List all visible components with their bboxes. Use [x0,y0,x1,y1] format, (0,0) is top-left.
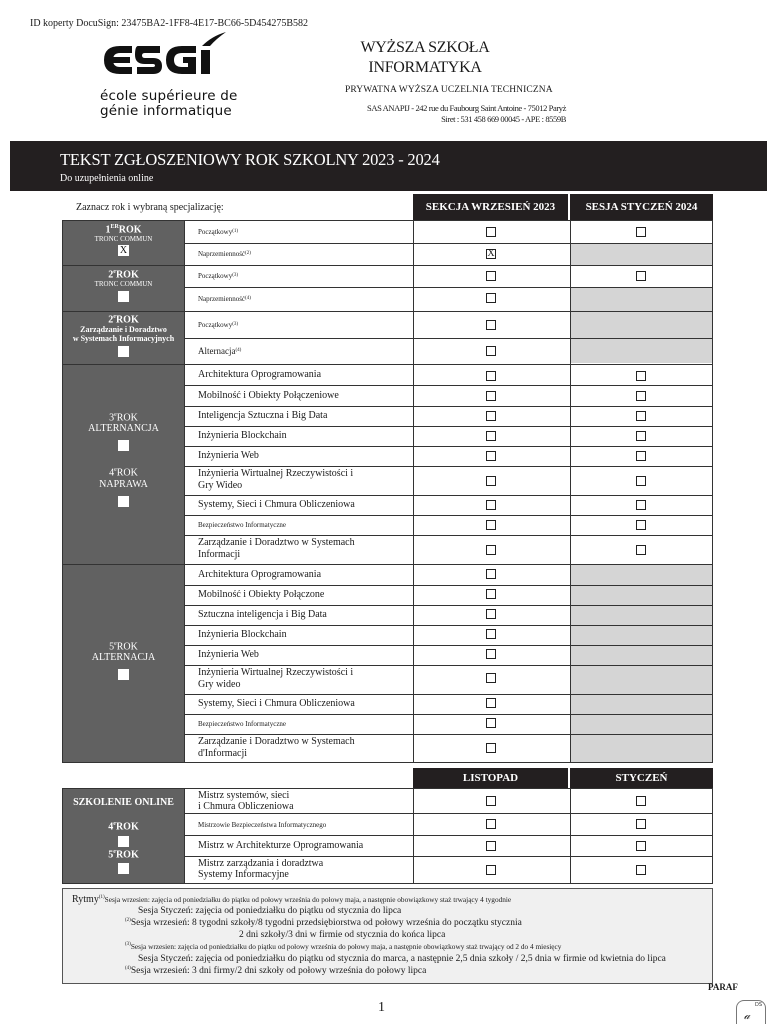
row-divider [62,564,713,565]
checkbox-january[interactable] [636,431,646,441]
row-divider [184,466,713,467]
online-row-label: Mistrz w Architekturze Oprogramowania [198,840,364,851]
checkbox-january[interactable] [636,371,646,381]
row-divider [184,835,713,836]
checkbox-january[interactable] [636,500,646,510]
year3-checkbox[interactable] [118,440,129,451]
note-1a: Rytmy$^{(1)}$Sesja wrzesien: zajęcia od poniedziałku do piątku od połowy września do połowy maja, a następnie obowiązkowy staż trwający 4 tygodnie [72,894,512,905]
checkbox-january[interactable] [636,411,646,421]
checkbox-september[interactable] [486,649,496,659]
form-title: TEKST ZGŁOSZENIOWY ROK SZKOLNY 2023 - 2024 [60,150,440,169]
spec-label: Sztuczna inteligencja i Big Data [198,609,327,620]
checkbox-january[interactable] [636,545,646,555]
note-4a: $^{(4)}$Sesja wrzesień: 3 dni firmy/2 dni szkoły od połowy września do połowy lipca [125,966,427,977]
spec-label: Inżynieria Web [198,450,259,461]
row-divider [184,605,713,606]
checkbox-january[interactable] [636,227,646,237]
spec-label: Inżynieria Blockchain [198,629,287,640]
logo-line2: génie informatique [100,103,232,119]
spec-label: Bezpieczeństwo Informatyczne [198,521,287,529]
row-divider [184,625,713,626]
header-september-2023: SEKCJA WRZESIEŃ 2023 [413,194,568,220]
row-divider [184,338,713,339]
year4-sub: NAPRAWA [99,478,148,490]
online-year4-title: 4eROK [108,821,139,833]
row-label: Naprzemienność (2) [198,250,251,258]
online-year5-checkbox[interactable] [118,863,129,874]
row-divider [184,813,713,814]
checkbox-september[interactable] [486,293,496,303]
year4-checkbox[interactable] [118,496,129,507]
checkbox-september[interactable] [486,371,496,381]
school-address [360,103,566,125]
spec-label: Mobilność i Obiekty Połączeniowe [198,390,339,401]
checkbox-september[interactable] [486,609,496,619]
row-divider [184,515,713,516]
checkbox-listopad[interactable] [486,796,496,806]
checkbox-september[interactable] [486,698,496,708]
note-2b: 2 dni szkoły/3 dni w firmie od stycznia do końca lipca [239,930,446,940]
ds-badge: DS [754,1002,762,1008]
row-divider [184,645,713,646]
row-label: Alternacja (4) [198,346,242,356]
instruction: Zaznacz rok i wybraną specjalizację: [76,202,224,213]
row-divider [184,856,713,857]
logo-tagline [100,89,240,119]
checkbox-september[interactable] [486,673,496,683]
year2-cell [63,266,184,311]
divider [413,788,414,884]
spec-label: Inżynieria Wirtualnej Rzeczywistości i Gry Wideo [198,468,354,491]
header-styczen: STYCZEŃ [570,768,713,788]
spec-label: Bezpieczeństwo Informatyczne [198,720,287,728]
divider [570,788,571,884]
row-divider [184,287,713,288]
year2b-sub1: Zarządzanie i Doradztwo [80,325,167,335]
checkbox-listopad[interactable] [486,865,496,875]
form-subtitle: Do uzupełnienia online [60,173,154,184]
year5-title: 5eROK [109,641,138,653]
spec-label: Architektura Oprogramowania [198,569,322,580]
header-january-2024: SESJA STYCZEŃ 2024 [570,194,713,220]
note-3b: Sesja Styczeń: zajęcia od poniedziałku do piątku od stycznia do marca, a następnie 2,5 dnia szkoły / 2,5 dnia w firmie od kwietnia do lipca [138,954,666,964]
checkbox-january[interactable] [636,271,646,281]
checkbox-september[interactable] [486,320,496,330]
year3-sub: ALTERNANCJA [88,423,159,435]
row-divider [184,714,713,715]
school-name-line2: INFORMATYKA [368,59,482,76]
checkbox-styczen[interactable] [636,796,646,806]
checkbox-september[interactable] [486,520,496,530]
year5-cell [63,565,184,762]
checkbox-september[interactable] [486,569,496,579]
school-name [355,38,495,78]
checkbox-january[interactable] [636,451,646,461]
checkbox-september[interactable] [486,718,496,728]
row-divider [184,446,713,447]
checkbox-styczen[interactable] [636,865,646,875]
row-label: Początkowy (3) [198,272,239,280]
checkbox-listopad[interactable] [486,819,496,829]
year2-checkbox[interactable] [118,291,129,302]
year4-title: 4eROK [109,467,138,479]
checkbox-september[interactable] [486,271,496,281]
header-listopad: LISTOPAD [413,768,568,788]
unavailable-cell [571,287,712,363]
checkbox-september[interactable] [486,411,496,421]
row-divider [184,385,713,386]
row-divider [184,694,713,695]
year1-title: 1ERROK [105,224,142,236]
row-divider [184,665,713,666]
spec-label: Systemy, Sieci i Chmura Obliczeniowa [198,698,355,709]
checkbox-january[interactable] [636,391,646,401]
esgi-wordmark-icon [100,30,232,85]
checkbox-september[interactable] [486,500,496,510]
online-row-label: Mistrz zarządzania i doradztwa Systemy Informacyjne [198,858,324,880]
checkbox-september[interactable] [486,545,496,555]
spec-label: Architektura Oprogramowania [198,369,322,380]
checkbox-september[interactable] [486,227,496,237]
spec-label: Mobilność i Obiekty Połączone [198,589,325,600]
checkbox-september[interactable] [486,743,496,753]
docusign-initial-box[interactable] [736,1000,766,1024]
spec-label: Inżynieria Wirtualnej Rzeczywistości i Gry wideo [198,667,354,690]
note-1b: Sesja Styczeń: zajęcia od poniedziałku do piątku od stycznia do lipca [138,906,402,916]
checkbox-styczen[interactable] [636,841,646,851]
checkbox-september[interactable] [486,476,496,486]
address-line1: SAS ANAPIJ - 242 rue du Faubourg Saint Antoine - 75012 Paryż [367,103,566,113]
year5-sub: ALTERNACJA [91,652,156,664]
year2-sub: TRONC COMMUN [94,280,153,289]
year3-4-cell [63,365,184,564]
year1-cell [63,221,184,265]
note-2a: $^{(2)}$Sesja wrzesień: 8 tygodni szkoły/8 tygodni przedsiębiorstwa od połowy września do początku stycznia [125,918,522,929]
online-year5-title: 5eROK [108,849,139,861]
year1-checkbox[interactable]: X [119,244,128,256]
spec-label: Zarządzanie i Doradztwo w Systemach d'Informacji [198,736,355,759]
row-divider [62,265,713,266]
year2b-cell [63,312,184,364]
unavailable-cell [571,243,712,265]
checkbox-september[interactable] [486,391,496,401]
spec-label: Inteligencja Sztuczna i Big Data [198,410,328,421]
row-divider [62,364,713,365]
esgi-logo [100,30,240,119]
spec-label: Zarządzanie i Doradztwo w Systemach Informacji [198,537,355,560]
checkbox-september[interactable] [486,346,496,356]
online-row-label: Mistrzowie Bezpieczeństwa Informatycznego [198,820,327,829]
paraf-label: PARAF [708,982,738,992]
row-label: Początkowy (1) [198,228,239,236]
checkbox-january[interactable] [636,476,646,486]
row-divider [184,535,713,536]
row-label: Naprzemienność (4) [198,294,251,303]
spec-label: Systemy, Sieci i Chmura Obliczeniowa [198,499,355,510]
checkbox-september[interactable]: X [487,248,495,259]
row-divider [184,406,713,407]
checkbox-september[interactable] [486,451,496,461]
checkbox-september[interactable] [486,589,496,599]
school-subtitle: PRYWATNA WYŻSZA UCZELNIA TECHNICZNA [345,85,553,95]
school-name-line1: WYŻSZA SZKOŁA [360,39,490,56]
envelope-id: ID koperty DocuSign: 23475BA2-1FF8-4E17-BC66-5D454275B582 [30,18,309,29]
row-divider [184,734,713,735]
page-number: 1 [378,1000,385,1015]
year2-title: 2eROK [108,269,139,281]
year2b-sub2: w Systemach Informacyjnych [72,334,175,344]
row-divider [184,495,713,496]
initials-signature-icon: 𝒶 [744,1010,751,1022]
online-row-label: Mistrz systemów, sieci i Chmura Obliczeniowa [198,790,294,812]
checkbox-september[interactable] [486,629,496,639]
online-year-cell [63,789,184,883]
checkbox-january[interactable] [636,520,646,530]
spec-label: Inżynieria Blockchain [198,430,287,441]
row-divider [62,311,713,312]
row-divider [184,426,713,427]
year1-sub: TRONC COMMUN [94,235,153,244]
online-title: SZKOLENIE ONLINE [73,797,174,808]
divider [413,220,414,763]
unavailable-cell [571,565,712,762]
year3-title: 3eROK [109,412,138,424]
note-3a: $^{(3)}$Sesja wrzesien: zajęcia od poniedziałku do piątku od połowy września do połowy maja, a następnie obowiązkowy staż trwający od 2 do 4 miesięcy [125,942,562,952]
logo-line1: école supérieure de [100,88,238,104]
online-year4-checkbox[interactable] [118,836,129,847]
year2b-title: 2eROK [108,314,139,326]
address-line2: Siret : 531 458 669 00045 - APE : 8559B [441,114,566,124]
checkbox-styczen[interactable] [636,819,646,829]
year2b-checkbox[interactable] [118,346,129,357]
row-label: Początkowy (3) [198,320,239,329]
checkbox-listopad[interactable] [486,841,496,851]
spec-label: Inżynieria Web [198,649,259,660]
row-divider [184,585,713,586]
form-banner [10,141,767,191]
checkbox-september[interactable] [486,431,496,441]
notes-box [62,888,713,984]
year5-checkbox[interactable] [118,669,129,680]
row-divider [184,243,713,244]
